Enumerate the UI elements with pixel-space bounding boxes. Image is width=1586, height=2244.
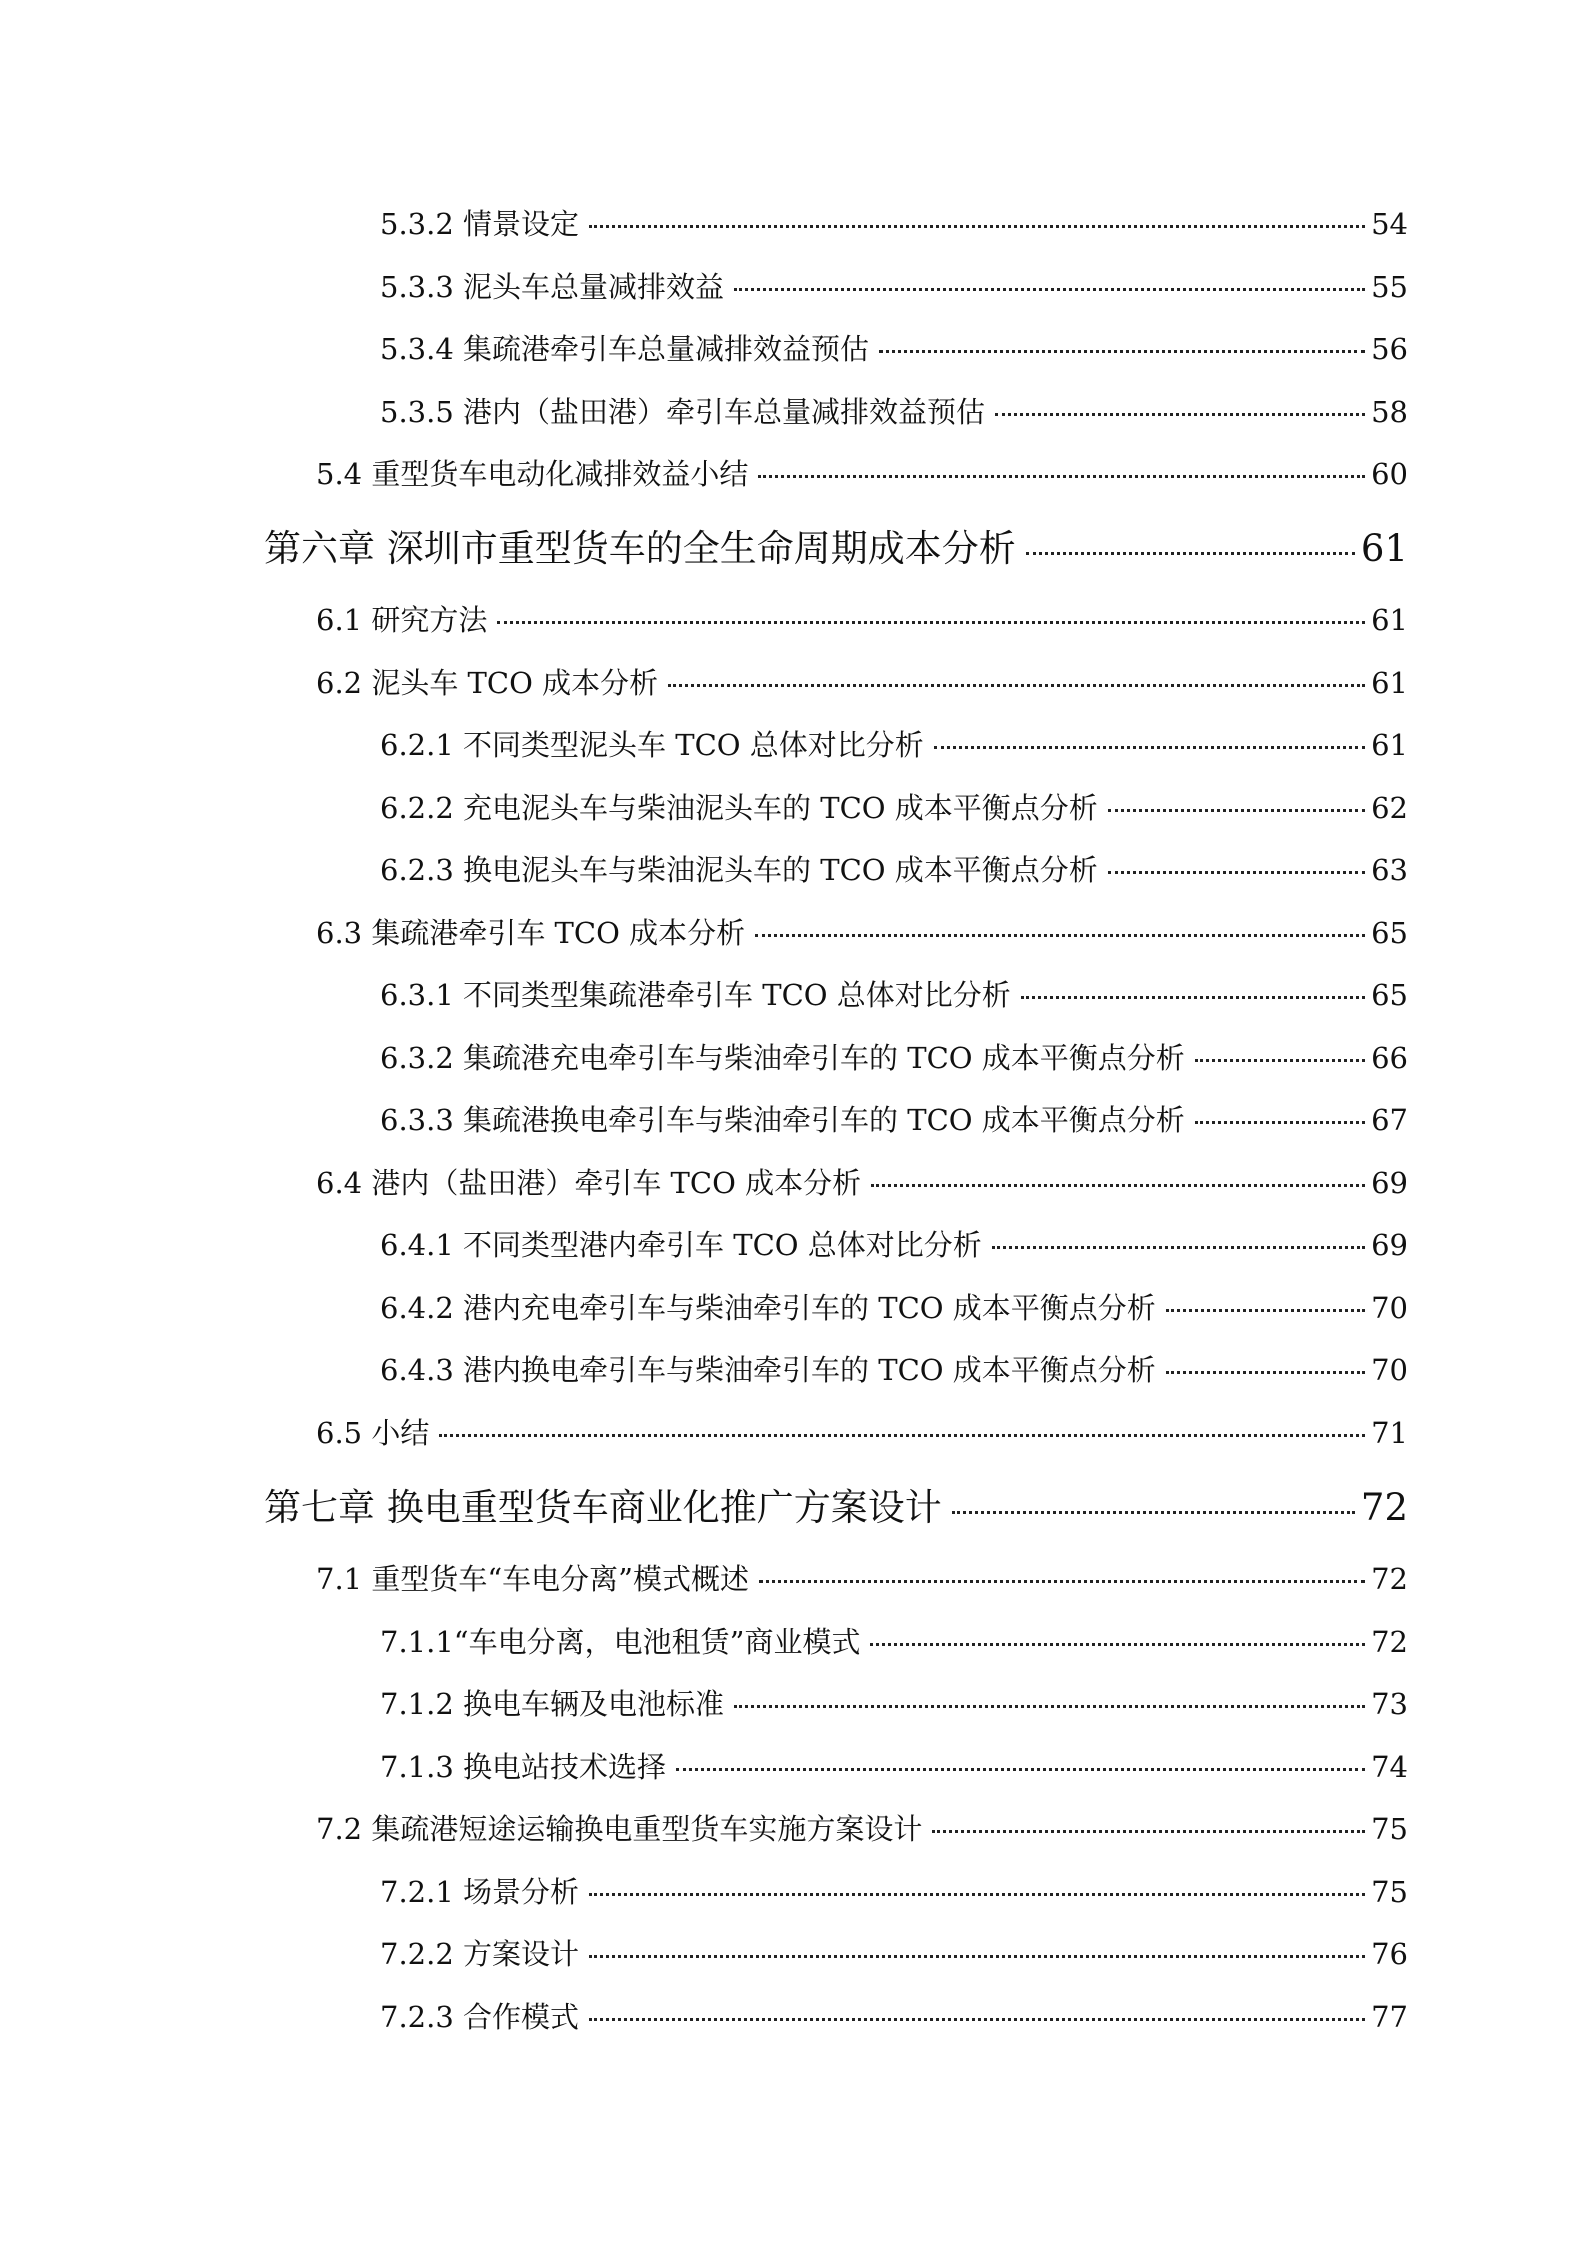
toc-entry-title: 7.1.2 换电车辆及电池标准 bbox=[380, 1687, 725, 1721]
toc-page-number: 62 bbox=[1371, 791, 1408, 825]
toc-entry[interactable] bbox=[380, 723, 1408, 763]
toc-dot-leader bbox=[734, 288, 1365, 291]
toc-dot-leader bbox=[1108, 871, 1365, 874]
toc-entry-title: 7.2 集疏港短途运输换电重型货车实施方案设计 bbox=[316, 1812, 923, 1846]
toc-dot-leader bbox=[758, 475, 1365, 478]
toc-entry[interactable] bbox=[380, 202, 1408, 242]
toc-entry[interactable] bbox=[264, 518, 1408, 570]
toc-entry-title: 7.1.3 换电站技术选择 bbox=[380, 1750, 667, 1784]
toc-entry-title: 7.2.3 合作模式 bbox=[380, 2000, 580, 2034]
toc-dot-leader bbox=[1026, 552, 1355, 555]
toc-page-number: 67 bbox=[1371, 1103, 1408, 1137]
toc-entry-title: 6.2.3 换电泥头车与柴油泥头车的 TCO 成本平衡点分析 bbox=[380, 853, 1098, 887]
toc-entry[interactable] bbox=[380, 973, 1408, 1013]
toc-entry-title: 6.3.1 不同类型集疏港牵引车 TCO 总体对比分析 bbox=[380, 978, 1011, 1012]
toc-dot-leader bbox=[871, 1184, 1365, 1187]
toc-entry-title: 5.3.5 港内（盐田港）牵引车总量减排效益预估 bbox=[380, 395, 986, 429]
toc-page-number: 56 bbox=[1371, 332, 1408, 366]
toc-dot-leader bbox=[992, 1246, 1365, 1249]
toc-page-number: 58 bbox=[1371, 395, 1408, 429]
toc-page-number: 70 bbox=[1371, 1291, 1408, 1325]
toc-dot-leader bbox=[952, 1511, 1355, 1514]
toc-entry-title: 5.3.4 集疏港牵引车总量减排效益预估 bbox=[380, 332, 870, 366]
toc-entry-title: 第六章 深圳市重型货车的全生命周期成本分析 bbox=[264, 527, 1016, 570]
toc-dot-leader bbox=[668, 684, 1365, 687]
toc-entry[interactable] bbox=[380, 1745, 1408, 1785]
toc-entry[interactable] bbox=[380, 1870, 1408, 1910]
toc-page-number: 72 bbox=[1360, 1486, 1408, 1529]
toc-entry[interactable] bbox=[380, 1348, 1408, 1388]
toc-page-number: 77 bbox=[1371, 2000, 1408, 2034]
toc-page-number: 60 bbox=[1371, 457, 1408, 491]
toc-dot-leader bbox=[676, 1768, 1365, 1771]
toc-dot-leader bbox=[1021, 996, 1365, 999]
toc-entry[interactable] bbox=[380, 786, 1408, 826]
toc-entry-title: 6.3.2 集疏港充电牵引车与柴油牵引车的 TCO 成本平衡点分析 bbox=[380, 1041, 1185, 1075]
toc-entry-title: 6.5 小结 bbox=[316, 1416, 430, 1450]
toc-page-number: 75 bbox=[1371, 1812, 1408, 1846]
toc-dot-leader bbox=[497, 621, 1365, 624]
toc-entry[interactable] bbox=[380, 1932, 1408, 1972]
toc-page-number: 74 bbox=[1371, 1750, 1408, 1784]
toc-entry-title: 5.4 重型货车电动化减排效益小结 bbox=[316, 457, 749, 491]
toc-entry[interactable] bbox=[380, 265, 1408, 305]
toc-entry[interactable] bbox=[316, 598, 1408, 638]
toc-dot-leader bbox=[932, 1830, 1365, 1833]
toc-dot-leader bbox=[1166, 1371, 1365, 1374]
toc-entry-title: 6.2.2 充电泥头车与柴油泥头车的 TCO 成本平衡点分析 bbox=[380, 791, 1098, 825]
toc-dot-leader bbox=[1195, 1059, 1365, 1062]
toc-page-number: 61 bbox=[1371, 728, 1408, 762]
toc-entry-title: 5.3.3 泥头车总量减排效益 bbox=[380, 270, 725, 304]
toc-page-number: 63 bbox=[1371, 853, 1408, 887]
toc-entry[interactable] bbox=[380, 1682, 1408, 1722]
toc-entry[interactable] bbox=[380, 848, 1408, 888]
toc-entry[interactable] bbox=[380, 1223, 1408, 1263]
toc-page-number: 61 bbox=[1371, 666, 1408, 700]
toc-dot-leader bbox=[934, 746, 1365, 749]
toc-entry[interactable] bbox=[316, 1807, 1408, 1847]
toc-page-number: 69 bbox=[1371, 1166, 1408, 1200]
toc-page-number: 71 bbox=[1371, 1416, 1408, 1450]
toc-entry[interactable] bbox=[264, 1477, 1408, 1529]
toc-dot-leader bbox=[589, 225, 1365, 228]
toc-page-number: 73 bbox=[1371, 1687, 1408, 1721]
toc-dot-leader bbox=[759, 1580, 1365, 1583]
toc-entry[interactable] bbox=[316, 1557, 1408, 1597]
toc-entry-title: 7.1 重型货车“车电分离”模式概述 bbox=[316, 1562, 749, 1596]
toc-page-number: 70 bbox=[1371, 1353, 1408, 1387]
toc-dot-leader bbox=[1195, 1121, 1365, 1124]
toc-entry[interactable] bbox=[380, 1995, 1408, 2035]
toc-entry[interactable] bbox=[380, 1286, 1408, 1326]
toc-entry-title: 第七章 换电重型货车商业化推广方案设计 bbox=[264, 1486, 942, 1529]
toc-entry[interactable] bbox=[380, 1620, 1408, 1660]
toc-dot-leader bbox=[1166, 1309, 1365, 1312]
toc-entry-title: 6.4.1 不同类型港内牵引车 TCO 总体对比分析 bbox=[380, 1228, 982, 1262]
toc-entry-title: 6.2 泥头车 TCO 成本分析 bbox=[316, 666, 659, 700]
toc-page-number: 72 bbox=[1371, 1625, 1408, 1659]
toc-dot-leader bbox=[439, 1434, 1365, 1437]
toc-page-number: 76 bbox=[1371, 1937, 1408, 1971]
toc-page-number: 75 bbox=[1371, 1875, 1408, 1909]
toc-entry-title: 5.3.2 情景设定 bbox=[380, 207, 580, 241]
toc-entry[interactable] bbox=[380, 1036, 1408, 1076]
toc-dot-leader bbox=[734, 1705, 1365, 1708]
toc-page-number: 72 bbox=[1371, 1562, 1408, 1596]
toc-page-number: 69 bbox=[1371, 1228, 1408, 1262]
toc-entry-title: 7.1.1“车电分离，电池租赁”商业模式 bbox=[380, 1625, 861, 1659]
toc-dot-leader bbox=[995, 413, 1365, 416]
toc-entry-title: 6.4.3 港内换电牵引车与柴油牵引车的 TCO 成本平衡点分析 bbox=[380, 1353, 1156, 1387]
toc-entry[interactable] bbox=[316, 1411, 1408, 1451]
toc-entry-title: 7.2.1 场景分析 bbox=[380, 1875, 580, 1909]
toc-dot-leader bbox=[1108, 809, 1365, 812]
toc-dot-leader bbox=[589, 1955, 1365, 1958]
toc-entry[interactable] bbox=[380, 1098, 1408, 1138]
toc-dot-leader bbox=[589, 1893, 1365, 1896]
toc-page-number: 55 bbox=[1371, 270, 1408, 304]
toc-entry[interactable] bbox=[316, 452, 1408, 492]
toc-entry-title: 6.2.1 不同类型泥头车 TCO 总体对比分析 bbox=[380, 728, 924, 762]
toc-dot-leader bbox=[589, 2018, 1365, 2021]
toc-page-number: 54 bbox=[1371, 207, 1408, 241]
toc-entry[interactable] bbox=[380, 327, 1408, 367]
toc-entry[interactable] bbox=[316, 1161, 1408, 1201]
toc-entry[interactable] bbox=[316, 911, 1408, 951]
toc-page-number: 61 bbox=[1371, 603, 1408, 637]
toc-entry-title: 6.4 港内（盐田港）牵引车 TCO 成本分析 bbox=[316, 1166, 862, 1200]
toc-page-number: 66 bbox=[1371, 1041, 1408, 1075]
toc-entry[interactable] bbox=[380, 390, 1408, 430]
toc-dot-leader bbox=[879, 350, 1365, 353]
toc-page-number: 65 bbox=[1371, 978, 1408, 1012]
toc-entry-title: 6.3 集疏港牵引车 TCO 成本分析 bbox=[316, 916, 746, 950]
toc-page-number: 65 bbox=[1371, 916, 1408, 950]
toc-entry-title: 6.1 研究方法 bbox=[316, 603, 488, 637]
toc-entry[interactable] bbox=[316, 661, 1408, 701]
toc-entry-title: 6.4.2 港内充电牵引车与柴油牵引车的 TCO 成本平衡点分析 bbox=[380, 1291, 1156, 1325]
toc-dot-leader bbox=[870, 1643, 1365, 1646]
toc-entry-title: 6.3.3 集疏港换电牵引车与柴油牵引车的 TCO 成本平衡点分析 bbox=[380, 1103, 1185, 1137]
toc-dot-leader bbox=[755, 934, 1365, 937]
toc-page-number: 61 bbox=[1360, 527, 1408, 570]
toc-entry-title: 7.2.2 方案设计 bbox=[380, 1937, 580, 1971]
